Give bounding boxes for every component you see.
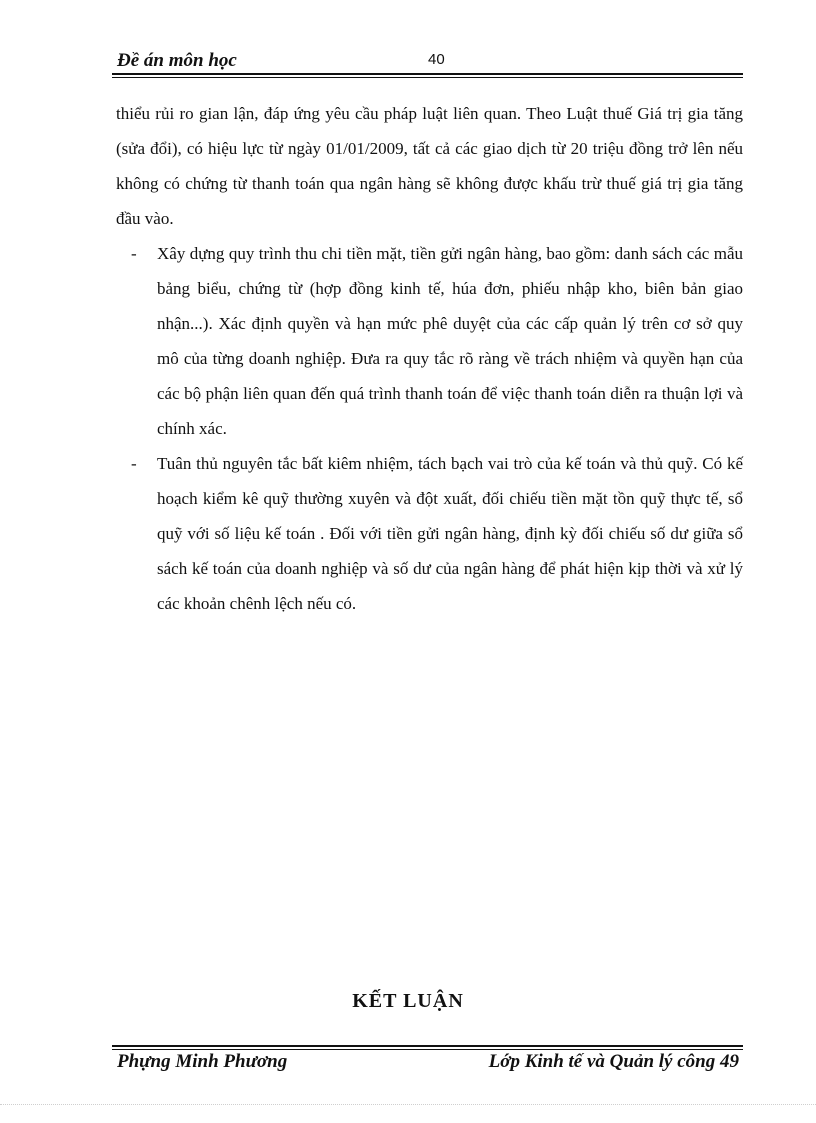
bullet-item xyxy=(116,236,743,446)
footer-rule xyxy=(112,1045,743,1047)
bullet-text: Xây dựng quy trình thu chi tiền mặt, tiền gửi ngân hàng, bao gồm: danh sách các mẫu bảng biểu, chứng từ (hợp đồng kinh tế, húa đơn, phiếu nhập kho, biên bản giao nhận...). Xác định quyền và hạn mức phê duyệt của các cấp quản lý trên cơ sở quy mô của từng doanh nghiệp. Đưa ra quy tắc rõ ràng về trách nhiệm và quyền hạn của các bộ phận liên quan đến quá trình thanh toán để việc thanh toán diễn ra thuận lợi và chính xác. xyxy=(157,244,743,438)
footer-class-name: Lớp Kinh tế và Quản lý công 49 xyxy=(488,1051,739,1072)
page-bottom-border xyxy=(0,1104,816,1105)
bullet-dash: - xyxy=(131,454,137,473)
conclusion-heading: KẾT LUẬN xyxy=(352,990,464,1012)
bullet-dash: - xyxy=(131,244,137,263)
bullet-item xyxy=(116,446,743,621)
header-rule-thin xyxy=(112,77,743,78)
footer-rule-thin xyxy=(112,1049,743,1050)
bullet-text: Tuân thủ nguyên tắc bất kiêm nhiệm, tách bạch vai trò của kế toán và thủ quỹ. Có kế hoạch kiểm kê quỹ thường xuyên và đột xuất, đối chiếu tiền mặt tồn quỹ thực tế, sổ quỹ với số liệu kế toán . Đối với tiền gửi ngân hàng, định kỳ đối chiếu số dư giữa sổ sách kế toán của doanh nghiệp và số dư của ngân hàng để phát hiện kịp thời và xử lý các khoản chênh lệch nếu có. xyxy=(157,454,743,613)
header-rule xyxy=(112,73,743,75)
header-title: Đề án môn học xyxy=(117,50,237,71)
page-number: 40 xyxy=(428,51,445,68)
footer-author: Phựng Minh Phương xyxy=(117,1051,288,1072)
intro-paragraph: thiểu rủi ro gian lận, đáp ứng yêu cầu pháp luật liên quan. Theo Luật thuế Giá trị gia tăng (sửa đổi), có hiệu lực từ ngày 01/01/2009, tất cả các giao dịch từ 20 triệu đồng trở lên nếu không có chứng từ thanh toán qua ngân hàng sẽ không được khấu trừ thuế giá trị gia tăng đầu vào. xyxy=(116,104,743,228)
body-text xyxy=(116,96,743,621)
